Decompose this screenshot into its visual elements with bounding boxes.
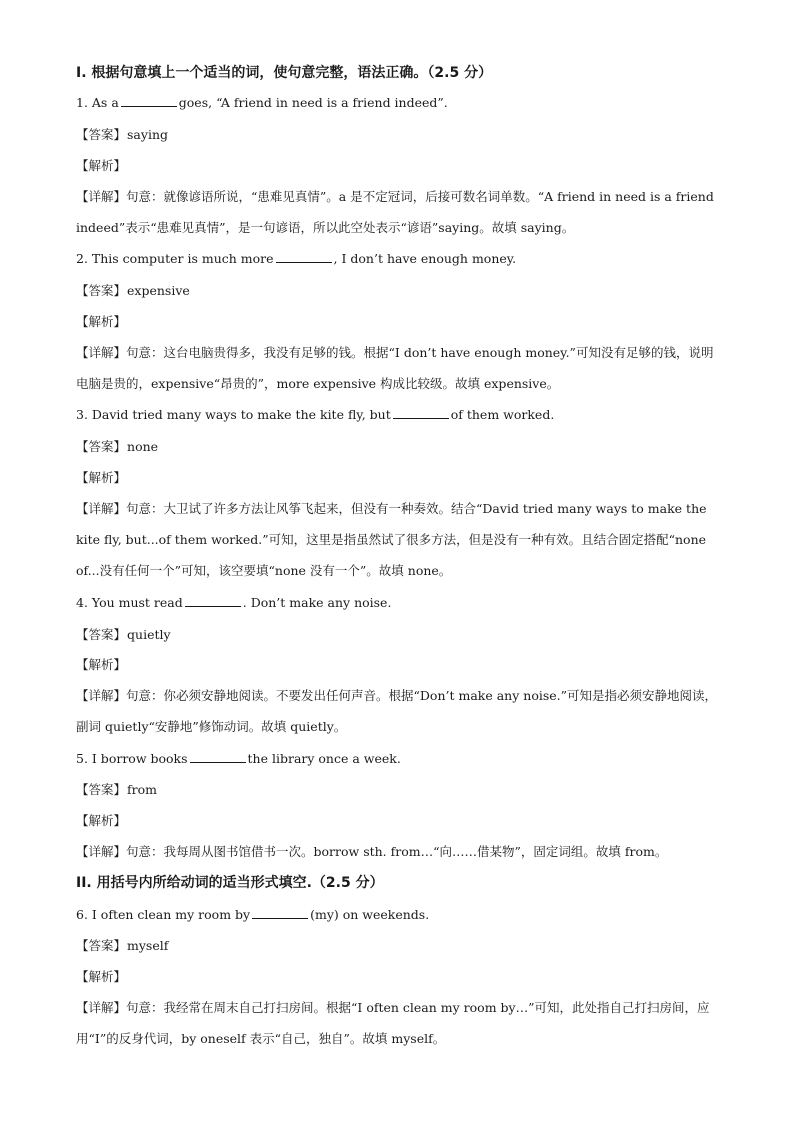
question-text-after: the library once a week. bbox=[247, 751, 401, 766]
answer-value: quietly bbox=[127, 627, 171, 642]
question-text-after: of them worked. bbox=[450, 407, 555, 422]
detail-label: 【详解】 bbox=[76, 189, 127, 204]
answer-value: from bbox=[127, 782, 157, 797]
question-text-after: . Don’t make any noise. bbox=[242, 595, 392, 610]
question-4 bbox=[76, 594, 391, 612]
question-text-after: (my) on weekends. bbox=[310, 907, 430, 922]
answer-label: 【答案】 bbox=[76, 782, 127, 797]
question-text-after: , I don’t have enough money. bbox=[333, 251, 517, 266]
detail-paragraph bbox=[76, 843, 667, 861]
answer-label: 【答案】 bbox=[76, 439, 127, 454]
question-5 bbox=[76, 750, 401, 768]
question-text-before: 2. This computer is much more bbox=[76, 251, 274, 266]
question-text-before: 5. I borrow books bbox=[76, 751, 188, 766]
detail-text: 句意：我每周从图书馆借书一次。borrow sth. from…“向……借某物”，固定词组。故填 from。 bbox=[126, 844, 668, 859]
answer-value: saying bbox=[127, 127, 168, 142]
detail-text: 句意：就像谚语所说，“患难见真情”。a 是不定冠词，后接可数名词单数。“A friend in need is a friend indeed”表示“患难见真情”，是一句谚语，所以此空处表示“谚语”saying。故填 saying。 bbox=[76, 189, 714, 235]
answer-label: 【答案】 bbox=[76, 938, 127, 953]
answer-value: expensive bbox=[127, 283, 190, 298]
answer-value: none bbox=[127, 439, 159, 454]
detail-text: 句意：你必须安静地阅读。不要发出任何声音。根据“Don’t make any noise.”可知是指必须安静地阅读，副词 quietly“安静地”修饰动词。故填 quietly。 bbox=[76, 688, 718, 734]
detail-label: 【详解】 bbox=[76, 844, 127, 859]
detail-text: 句意：大卫试了许多方法让风筝飞起来，但没有一种奏效。结合“David tried many ways to make the kite fly, but...of them worked.”可知，这里是指虽然试了很多方法，但是没有一种有效。且结合固定搭配“none of...没有任何一个”可知，该空要填“none 没有一个”。故填 none。 bbox=[76, 501, 707, 578]
answer-line bbox=[76, 626, 171, 644]
question-text-after: goes, “A friend in need is a friend indeed”. bbox=[178, 95, 448, 110]
detail-text: 句意：这台电脑贵得多，我没有足够的钱。根据“I don’t have enough money.”可知没有足够的钱，说明电脑是贵的，expensive“昂贵的”，more expensive 构成比较级。故填 expensive。 bbox=[76, 345, 714, 391]
answer-line bbox=[76, 937, 168, 955]
question-2 bbox=[76, 250, 516, 268]
analysis-label: 【解析】 bbox=[76, 969, 127, 984]
question-text-before: 4. You must read bbox=[76, 595, 183, 610]
answer-blank bbox=[185, 595, 241, 607]
answer-line bbox=[76, 126, 168, 144]
answer-label: 【答案】 bbox=[76, 283, 127, 298]
answer-value: myself bbox=[127, 938, 169, 953]
answer-blank bbox=[276, 251, 332, 263]
answer-line bbox=[76, 781, 157, 799]
analysis-label: 【解析】 bbox=[76, 470, 127, 485]
detail-paragraph bbox=[76, 992, 720, 1054]
section-title: II. 用括号内所给动词的适当形式填空.（2.5 分） bbox=[76, 875, 384, 891]
detail-paragraph bbox=[76, 493, 720, 586]
answer-blank bbox=[252, 907, 308, 919]
detail-label: 【详解】 bbox=[76, 688, 127, 703]
question-text-before: 6. I often clean my room by bbox=[76, 907, 251, 922]
answer-line bbox=[76, 438, 158, 456]
detail-paragraph bbox=[76, 680, 720, 742]
detail-label: 【详解】 bbox=[76, 1000, 127, 1015]
answer-blank bbox=[393, 407, 449, 419]
answer-label: 【答案】 bbox=[76, 627, 127, 642]
section-title: I. 根据句意填上一个适当的词，使句意完整，语法正确。（2.5 分） bbox=[76, 65, 493, 81]
answer-label: 【答案】 bbox=[76, 127, 127, 142]
detail-paragraph bbox=[76, 337, 720, 399]
question-text-before: 1. As a bbox=[76, 95, 119, 110]
answer-blank bbox=[190, 751, 246, 763]
analysis-label: 【解析】 bbox=[76, 158, 127, 173]
detail-label: 【详解】 bbox=[76, 501, 127, 516]
detail-paragraph bbox=[76, 181, 720, 243]
question-text-before: 3. David tried many ways to make the kite fly, but bbox=[76, 407, 391, 422]
question-3 bbox=[76, 406, 554, 424]
detail-label: 【详解】 bbox=[76, 345, 127, 360]
detail-text: 句意：我经常在周末自己打扫房间。根据“I often clean my room by…”可知，此处指自己打扫房间，应用“I”的反身代词，by oneself 表示“自己，独自”。故填 myself。 bbox=[76, 1000, 710, 1046]
analysis-label: 【解析】 bbox=[76, 657, 127, 672]
question-6 bbox=[76, 906, 429, 924]
answer-blank bbox=[121, 95, 177, 107]
answer-line bbox=[76, 282, 190, 300]
question-1 bbox=[76, 94, 448, 112]
analysis-label: 【解析】 bbox=[76, 314, 127, 329]
analysis-label: 【解析】 bbox=[76, 813, 127, 828]
